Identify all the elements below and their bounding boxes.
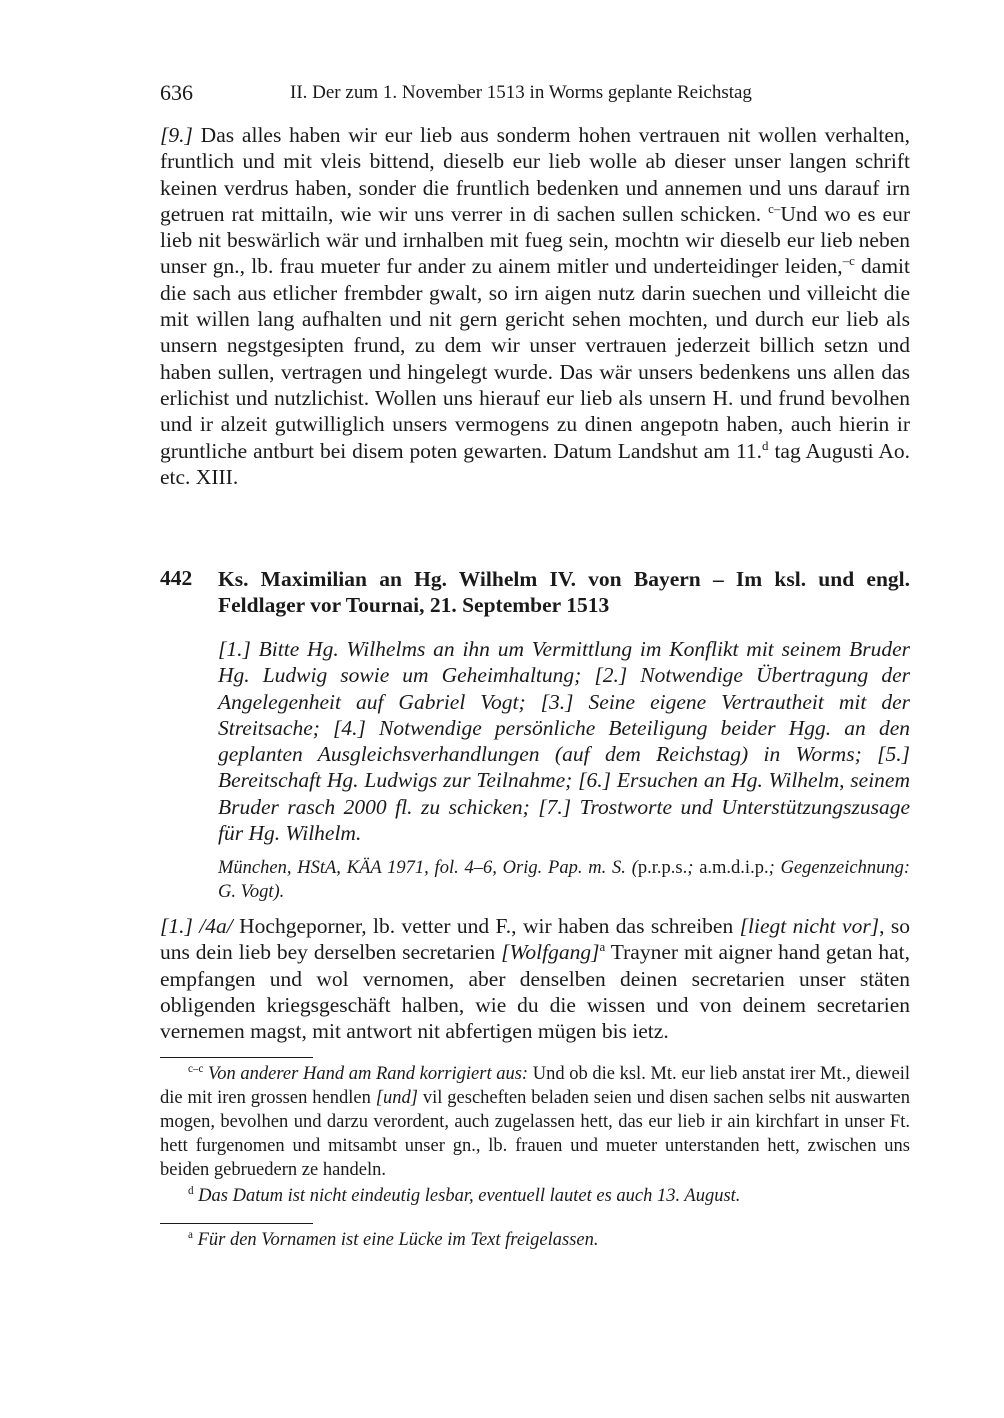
footnote-a (160, 1228, 910, 1252)
footnote-c (160, 1062, 910, 1182)
continuation-text-2: Und wo es eur lieb nit beswärlich wär und irnhalben mit fueg sein, mochtn wir dieselb eur lieb neben unser gn., lb. frau mueter fur ander zu ainem mitler und underteidinger leiden, (160, 201, 910, 279)
footnote-c-mark: c–c (188, 1062, 204, 1075)
continuation-text-1: Das alles haben wir eur lieb aus sonderm hohen vertrauen nit wollen verhalten, fruntlich und mit vleis bittend, dieselb eur lieb wolle ab dieser unser langen schrift keinen verdrus haben, sonder die fruntlich bedenken und annemen und uns darauf irn getruen rat mittailn, wie wir uns verrer in di sachen sullen schicken. (160, 123, 910, 226)
footnote-rule-lower (160, 1223, 313, 1224)
footnote-a-mark: a (188, 1228, 193, 1241)
continuation-text-4: tag Augusti Ao. etc. XIII. (160, 438, 910, 489)
document-title: Ks. Maximilian an Hg. Wilhelm IV. von Bayern – Im ksl. und engl. Feldlager vor Tournai, 21. September 1513 (218, 567, 910, 618)
footnote-c-lead: Von anderer Hand am Rand korrigiert aus: (203, 1064, 529, 1084)
body-text-2: , so uns dein lieb bey derselben secretarien (160, 914, 910, 965)
continuation-paragraph (160, 122, 910, 490)
footnote-d-text: Das Datum ist nicht eindeutig lesbar, eventuell lautet es auch 13. August. (193, 1186, 741, 1206)
source-citation (218, 856, 910, 904)
source-text-d: a.m.d.i.p. (699, 858, 769, 878)
source-text-e: ; Gegenzeichnung: G. Vogt). (218, 858, 910, 902)
footnote-mark-a: a (599, 940, 606, 955)
body-text-1: Hochgeporner, lb. vetter und F., wir haben das schreiben (232, 914, 740, 938)
footnote-mark-c-open: c– (768, 201, 781, 216)
running-title: II. Der zum 1. November 1513 in Worms geplante Reichstag (290, 82, 752, 103)
body-paragraph (160, 913, 910, 1044)
footnote-a-text: Für den Vornamen ist eine Lücke im Text freigelassen. (192, 1230, 599, 1250)
footnote-mark-c-close: –c (842, 254, 855, 269)
page-number: 636 (160, 80, 193, 105)
footnote-mark-d: d (762, 438, 769, 453)
section-marker: [9.] (160, 123, 193, 147)
editorial-note-1: [liegt nicht vor] (739, 914, 880, 938)
body-text-3: Trayner mit aigner hand getan hat, empfangen und wol vernomen, aber denselben deinen secretarien unser stäten obligenden kriegsgeschäft halben, wie du die wissen und von deinem secretarien vernemen magst, mit antwort nit abfertigen mügen bis ietz. (160, 940, 910, 1044)
footnote-c-text-a: Und ob die ksl. Mt. eur lieb anstat irer Mt., dieweil die mit iren grossen hendlen (160, 1064, 910, 1108)
continuation-text-3: damit die sach aus etlicher frembder gwalt, so irn aigen nutz darin suechen und villeicht die mit willen lang aufhalten und nit gern gericht sehen mochten, und durch eur lieb als unsern negstgesipten frund, zu dem wir unser vertrauen jederzeit billich setzn und haben sullen, vertragen und hingelegt wurde. Das wär unsers bedenkens uns allen das erlichist und nutzlichist. Wollen uns hierauf eur lieb als unsern H. und frund bevolhen und ir alzeit gutwilliglich unsers vermogens zu dinen angepotn haben, auch hierin ir gruntliche antburt bei disem poten gewarten. Datum Landshut am 11. (160, 254, 911, 463)
source-text-b: p.r.p.s. (637, 858, 688, 878)
regest-summary: [1.] Bitte Hg. Wilhelms an ihn um Vermittlung im Konflikt mit seinem Bruder Hg. Ludwig sowie um Geheimhaltung; [2.] Notwendige Übertragung der Angelegenheit auf Gabriel Vogt; [3.] Seine eigene Vertrautheit mit der Streitsache; [4.] Notwendige persönliche Beteiligung beider Hgg. an den geplanten Ausgleichsverhandlungen (auf dem Reichstag) in Worms; [5.] Bereitschaft Hg. Ludwigs zur Teilnahme; [6.] Ersuchen an Hg. Wilhelm, seinem Bruder rasch 2000 fl. zu schicken; [7.] Trostworte und Unterstützungszusage für Hg. Wilhelm. (218, 637, 910, 846)
document-number: 442 (160, 566, 193, 590)
source-text-c: ; (687, 858, 700, 878)
source-text-a: München, HStA, KÄA 1971, fol. 4–6, Orig. Pap. m. S. ( (218, 858, 638, 878)
footnote-d-mark: d (188, 1184, 194, 1197)
document-heading (160, 566, 910, 622)
running-head (160, 80, 910, 108)
footnote-rule-upper (160, 1057, 313, 1058)
footnote-d (160, 1184, 910, 1208)
footnote-c-text-b: vil gescheften beladen seien und disen sachen selbs nit auswarten mogen, bevolhen und darzu verordent, auch zugelassen hett, das eur lieb ir ain kirchfart in unser Ft. hett furgenomen und mitsambt unser gn., lb. frauen und mueter unterstanden hett, zwischen uns beiden gebruedern ze handeln. (160, 1088, 910, 1180)
editorial-note-2: [Wolfgang] (501, 940, 600, 965)
body-marker: [1.] /4a/ (160, 914, 233, 938)
footnote-c-insert: [und] (375, 1088, 418, 1108)
